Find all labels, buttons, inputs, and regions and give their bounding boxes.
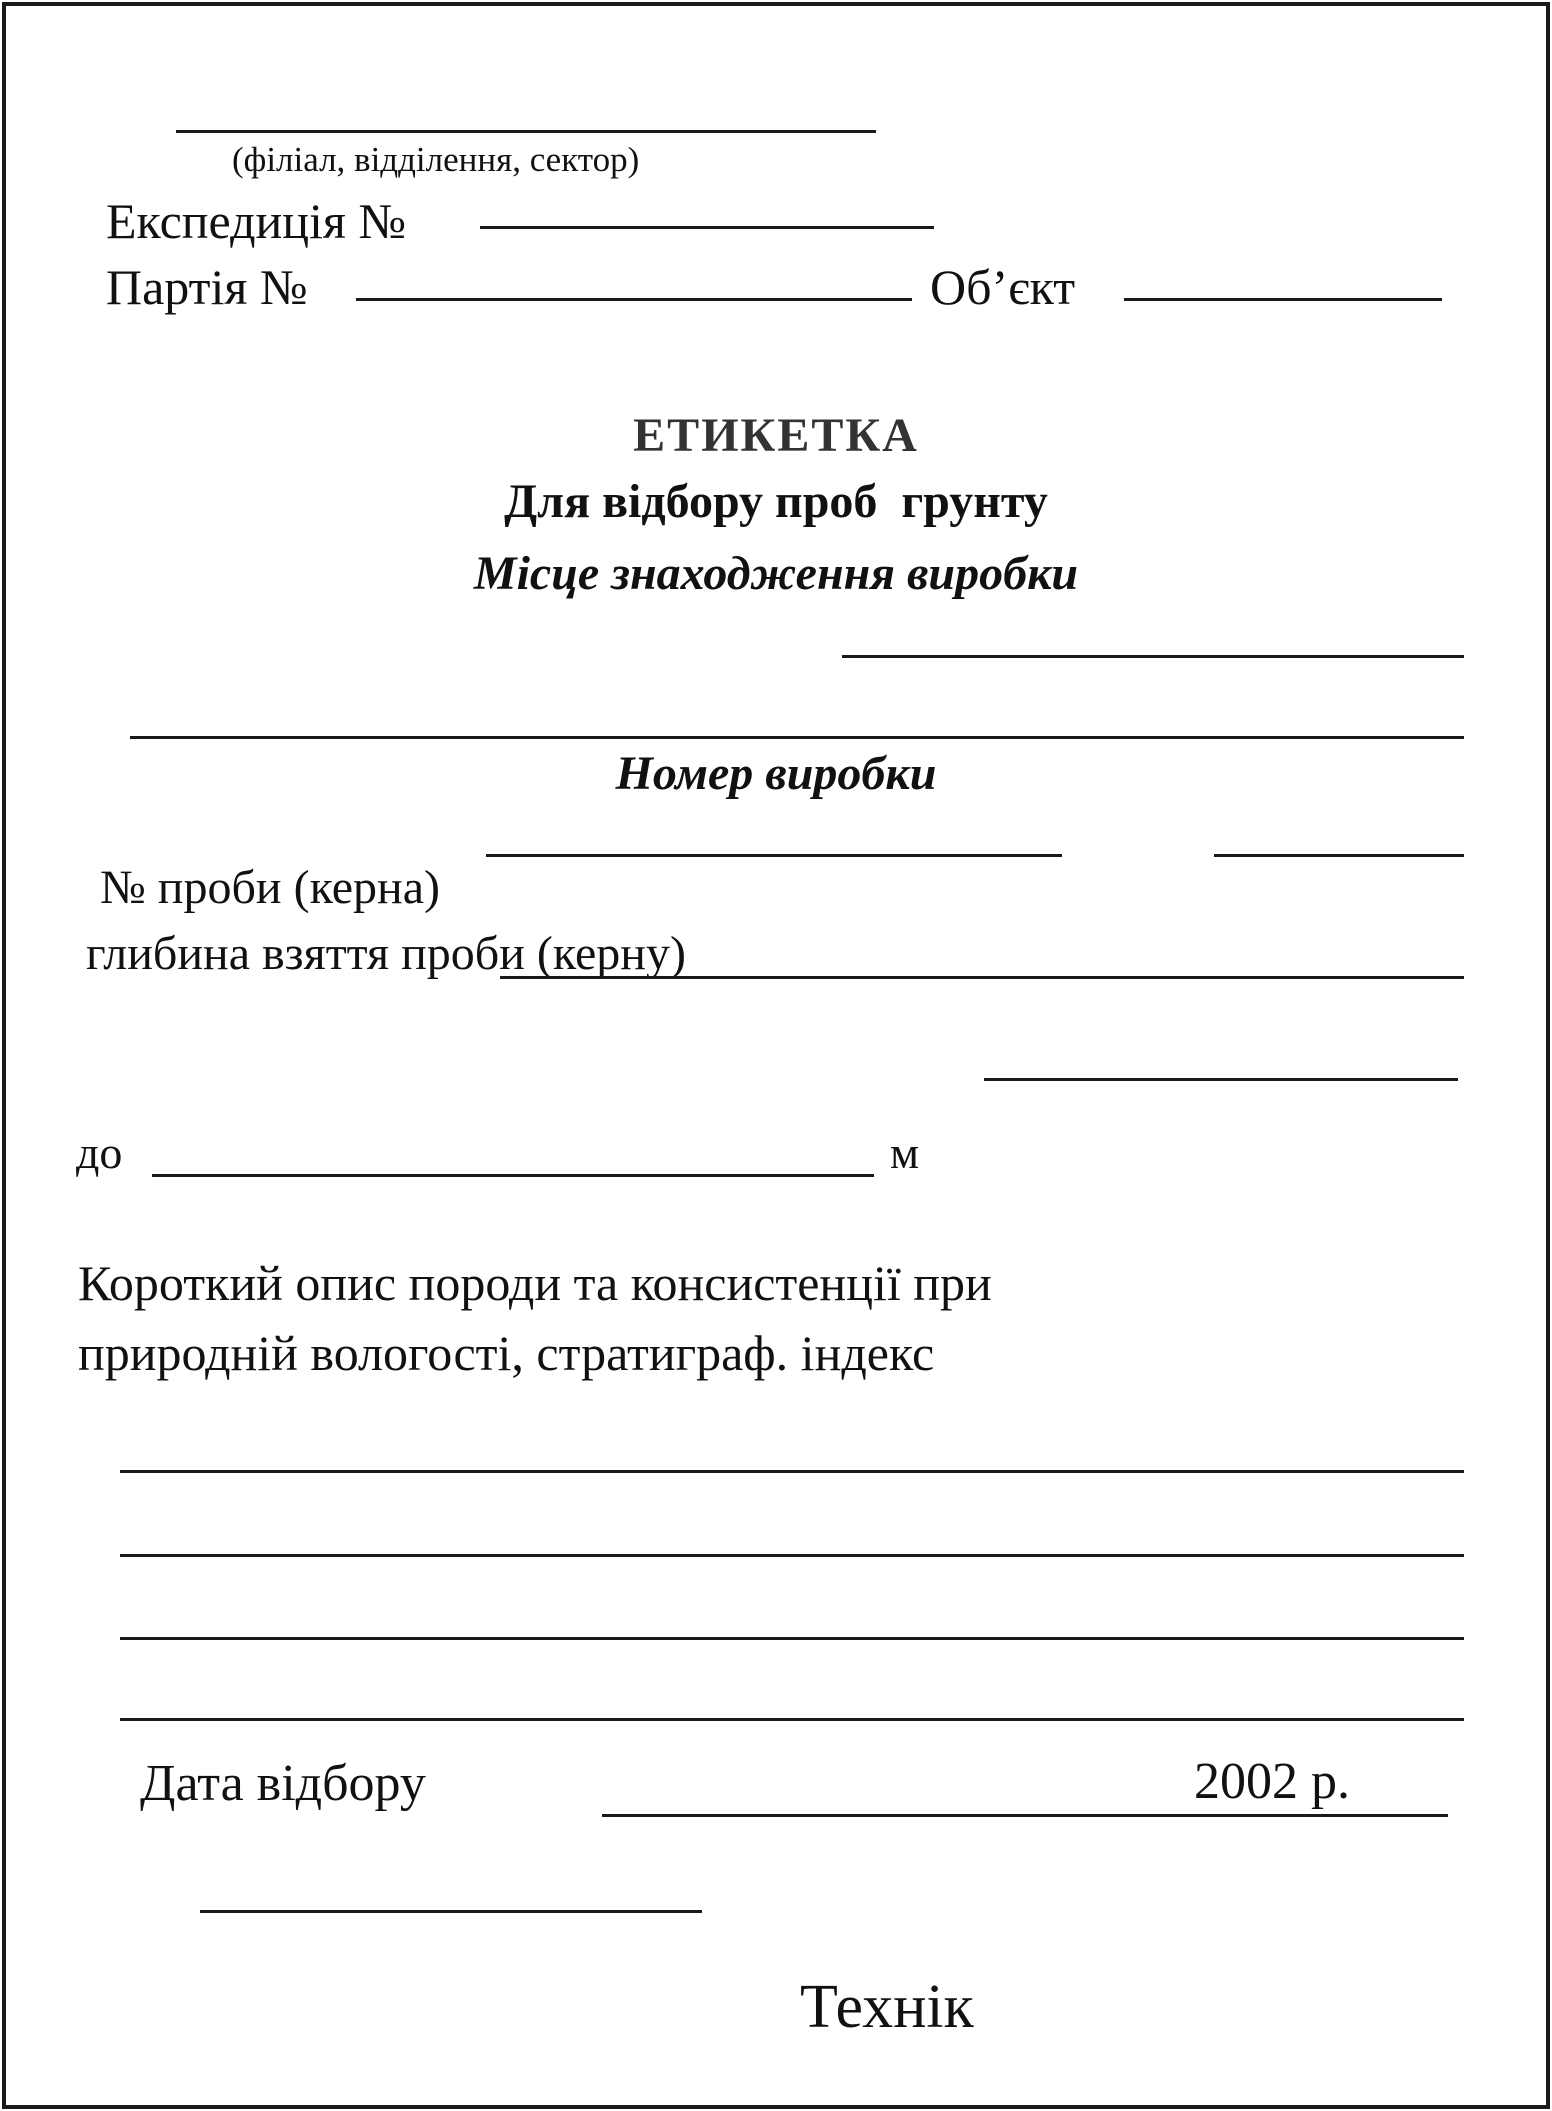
location-field-line-2[interactable] (130, 736, 1464, 739)
sample-number-label: № проби (керна) (100, 861, 440, 914)
location-label: Місце знаходження виробки (473, 547, 1079, 600)
sampling-year-value: 2002 р. (1194, 1753, 1350, 1810)
sampling-date-field-line[interactable] (602, 1814, 1448, 1817)
object-field-line[interactable] (1124, 298, 1442, 301)
depth-unit-label: м (890, 1127, 920, 1178)
sampling-date-label: Дата відбору (140, 1755, 426, 1812)
depth-to-label: до (76, 1127, 123, 1178)
technician-signature-line[interactable] (200, 1910, 702, 1913)
party-field-line[interactable] (356, 298, 912, 301)
form-title: ЕТИКЕТКА (633, 409, 919, 462)
location-field-line-1[interactable] (842, 655, 1464, 658)
branch-field-line[interactable] (176, 130, 876, 133)
description-field-line-3[interactable] (120, 1637, 1464, 1640)
expedition-label: Експедиція № (106, 193, 407, 249)
description-label-line1: Короткий опис породи та консистенції при (78, 1255, 992, 1311)
description-label-line2: природній вологості, стратиграф. індекс (78, 1325, 935, 1381)
branch-caption: (філіал, відділення, сектор) (232, 140, 640, 179)
description-field-line-4[interactable] (120, 1718, 1464, 1721)
technician-label: Технік (800, 1973, 974, 2041)
sample-depth-label: глибина взяття проби (керну) (86, 927, 686, 980)
working-number-line-2[interactable] (1214, 854, 1464, 857)
depth-to-field-line[interactable] (152, 1174, 874, 1177)
expedition-field-line[interactable] (480, 226, 934, 229)
form-subtitle: Для відбору проб грунту (504, 475, 1048, 528)
working-number-label: Номер виробки (615, 747, 937, 800)
description-field-line-2[interactable] (120, 1554, 1464, 1557)
object-label: Об’єкт (930, 259, 1076, 315)
sample-depth-line-2[interactable] (984, 1078, 1458, 1081)
working-number-line-1[interactable] (486, 854, 1062, 857)
party-label: Партія № (106, 259, 308, 315)
sample-depth-line-1[interactable] (500, 976, 1464, 979)
description-field-line-1[interactable] (120, 1470, 1464, 1473)
